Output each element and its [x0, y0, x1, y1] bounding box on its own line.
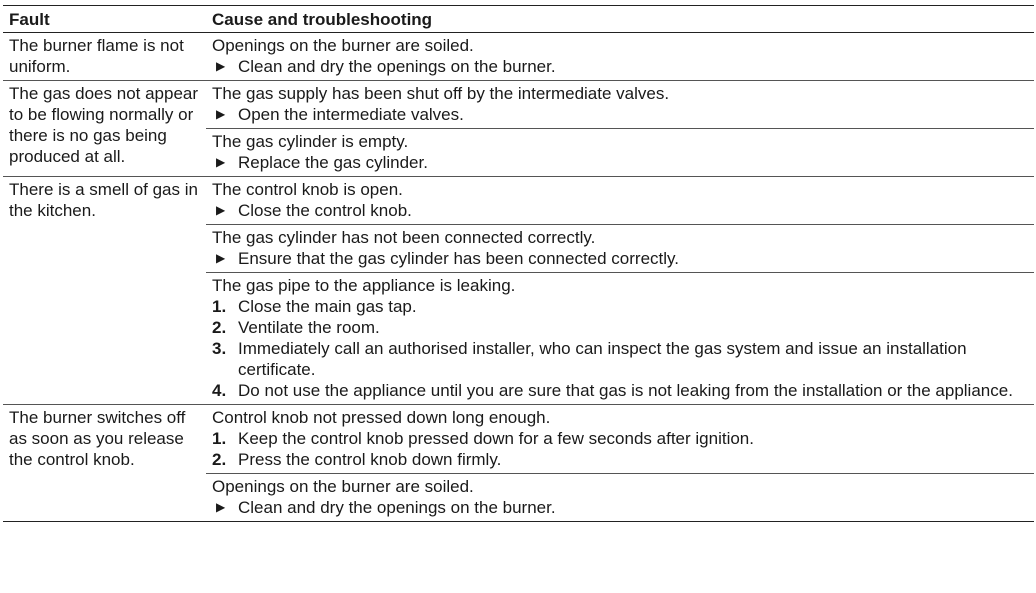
numbered-step [212, 296, 1029, 317]
bullet-arrow-icon: ▶ [216, 500, 226, 514]
step-number: 3. [212, 339, 227, 358]
bullet-arrow-icon: ▶ [216, 155, 226, 169]
step-text: Keep the control knob pressed down for a few seconds after ignition. [238, 429, 754, 448]
step-text: Immediately call an authorised installer, who can inspect the gas system and issue an installation certificate. [238, 339, 967, 379]
step-number: 2. [212, 318, 227, 337]
table-header-row [3, 6, 1034, 33]
cause-cell [206, 177, 1034, 225]
step-text: Ventilate the room. [238, 318, 380, 337]
step-text: Replace the gas cylinder. [238, 153, 428, 172]
bullet-arrow-icon: ▶ [216, 251, 226, 265]
cause-text: The gas cylinder is empty. [212, 132, 409, 151]
cause-column-header: Cause and troubleshooting [206, 6, 1034, 33]
step-number: 4. [212, 381, 227, 400]
fault-cell: The gas does not appear to be flowing normally or there is no gas being produced at all. [3, 81, 206, 177]
step-text: Close the main gas tap. [238, 297, 417, 316]
step-text: Do not use the appliance until you are sure that gas is not leaking from the installation or the appliance. [238, 381, 1013, 400]
numbered-step [212, 380, 1029, 401]
cause-cell [206, 225, 1034, 273]
troubleshooting-table [3, 5, 1034, 522]
cause-text: The gas cylinder has not been connected correctly. [212, 228, 596, 247]
cause-text: Control knob not pressed down long enough. [212, 408, 551, 427]
bullet-arrow-icon: ▶ [216, 59, 226, 73]
table-row [3, 33, 1034, 81]
numbered-step [212, 338, 1029, 380]
action-step [212, 152, 1029, 173]
cause-text: The gas supply has been shut off by the intermediate valves. [212, 84, 670, 103]
cause-cell [206, 273, 1034, 405]
action-step [212, 248, 1029, 269]
bullet-arrow-icon: ▶ [216, 107, 226, 121]
action-step [212, 497, 1029, 518]
cause-text: The gas pipe to the appliance is leaking. [212, 276, 516, 295]
action-step [212, 104, 1029, 125]
numbered-step [212, 317, 1029, 338]
cause-cell [206, 474, 1034, 522]
table-row [3, 81, 1034, 129]
cause-text: Openings on the burner are soiled. [212, 477, 474, 496]
bullet-arrow-icon: ▶ [216, 203, 226, 217]
cause-text: The control knob is open. [212, 180, 403, 199]
step-text: Clean and dry the openings on the burner. [238, 57, 556, 76]
table-row [3, 405, 1034, 474]
cause-cell [206, 405, 1034, 474]
action-step [212, 200, 1029, 221]
fault-cell: The burner switches off as soon as you release the control knob. [3, 405, 206, 522]
fault-cell: There is a smell of gas in the kitchen. [3, 177, 206, 405]
step-text: Press the control knob down firmly. [238, 450, 502, 469]
cause-cell [206, 81, 1034, 129]
fault-column-header: Fault [3, 6, 206, 33]
step-number: 1. [212, 297, 227, 316]
step-number: 1. [212, 429, 227, 448]
fault-cell: The burner flame is not uniform. [3, 33, 206, 81]
table-row [3, 177, 1034, 225]
step-text: Close the control knob. [238, 201, 412, 220]
numbered-step [212, 449, 1029, 470]
cause-cell [206, 33, 1034, 81]
step-text: Open the intermediate valves. [238, 105, 464, 124]
step-text: Clean and dry the openings on the burner. [238, 498, 556, 517]
step-text: Ensure that the gas cylinder has been connected correctly. [238, 249, 679, 268]
action-step [212, 56, 1029, 77]
numbered-step [212, 428, 1029, 449]
step-number: 2. [212, 450, 227, 469]
cause-cell [206, 129, 1034, 177]
cause-text: Openings on the burner are soiled. [212, 36, 474, 55]
